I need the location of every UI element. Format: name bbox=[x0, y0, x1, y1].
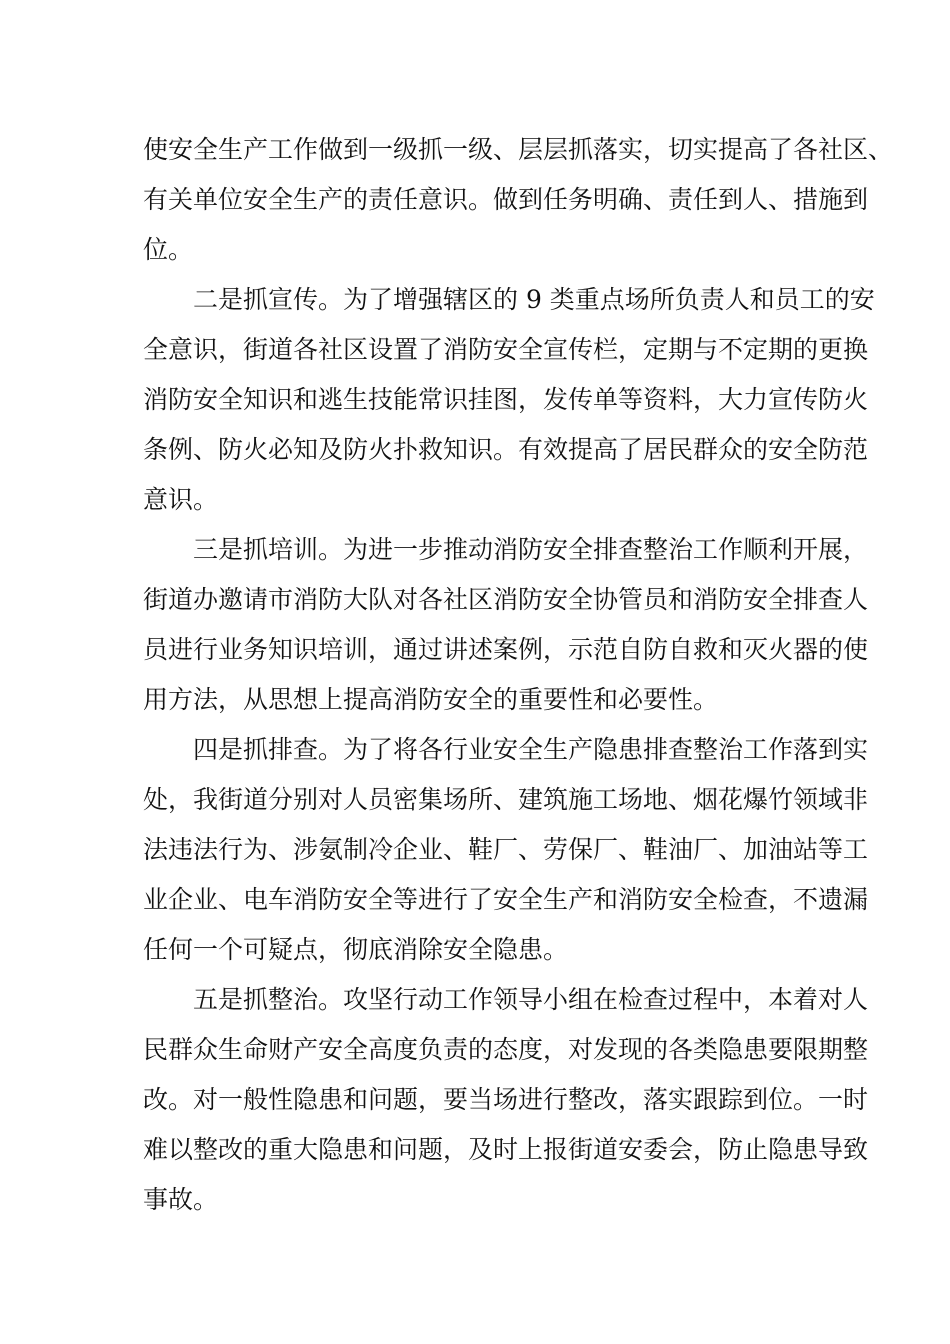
text-line: 四是抓排查。为了将各行业安全生产隐患排查整治工作落到实 bbox=[193, 735, 869, 764]
text-line: 全意识，街道各社区设置了消防安全宣传栏，定期与不定期的更换 bbox=[143, 335, 869, 364]
paragraph-training bbox=[143, 525, 869, 725]
text-line: 消防安全知识和逃生技能常识挂图，发传单等资料，大力宣传防火 bbox=[143, 385, 869, 414]
text-line: 意识。 bbox=[143, 485, 219, 514]
text-line: 条例、防火必知及防火扑救知识。有效提高了居民群众的安全防范 bbox=[143, 435, 869, 464]
text-line: 使安全生产工作做到一级抓一级、层层抓落实，切实提高了各社区、 bbox=[143, 135, 894, 164]
text-line: 民群众生命财产安全高度负责的态度，对发现的各类隐患要限期整 bbox=[143, 1035, 869, 1064]
text-line: 员进行业务知识培训，通过讲述案例，示范自防自救和灭火器的使 bbox=[143, 635, 869, 664]
text-line: 位。 bbox=[143, 235, 194, 264]
text-line: 三是抓培训。为进一步推动消防安全排查整治工作顺利开展， bbox=[193, 535, 869, 564]
text-line: 事故。 bbox=[143, 1185, 219, 1214]
paragraph-publicity bbox=[143, 275, 875, 525]
paragraph-rectification bbox=[143, 975, 869, 1225]
text-line: 改。对一般性隐患和问题，要当场进行整改，落实跟踪到位。一时 bbox=[143, 1085, 869, 1114]
paragraph-continuation bbox=[143, 125, 894, 275]
text-line: 有关单位安全生产的责任意识。做到任务明确、责任到人、措施到 bbox=[143, 185, 869, 214]
text-line: 五是抓整治。攻坚行动工作领导小组在检查过程中，本着对人 bbox=[193, 985, 869, 1014]
text-line: 任何一个可疑点，彻底消除安全隐患。 bbox=[143, 935, 569, 964]
text-line: 街道办邀请市消防大队对各社区消防安全协管员和消防安全排查人 bbox=[143, 585, 869, 614]
text-line: 业企业、电车消防安全等进行了安全生产和消防安全检查，不遗漏 bbox=[143, 885, 869, 914]
text-line: 难以整改的重大隐患和问题，及时上报街道安委会，防止隐患导致 bbox=[143, 1135, 869, 1164]
text-line: 法违法行为、涉氨制冷企业、鞋厂、劳保厂、鞋油厂、加油站等工 bbox=[143, 835, 869, 864]
text-line: 用方法，从思想上提高消防安全的重要性和必要性。 bbox=[143, 685, 719, 714]
paragraph-inspection bbox=[143, 725, 869, 975]
text-line: 处，我街道分别对人员密集场所、建筑施工场地、烟花爆竹领域非 bbox=[143, 785, 869, 814]
text-line: 二是抓宣传。为了增强辖区的 9 类重点场所负责人和员工的安 bbox=[193, 285, 875, 314]
document-body bbox=[143, 125, 894, 1225]
